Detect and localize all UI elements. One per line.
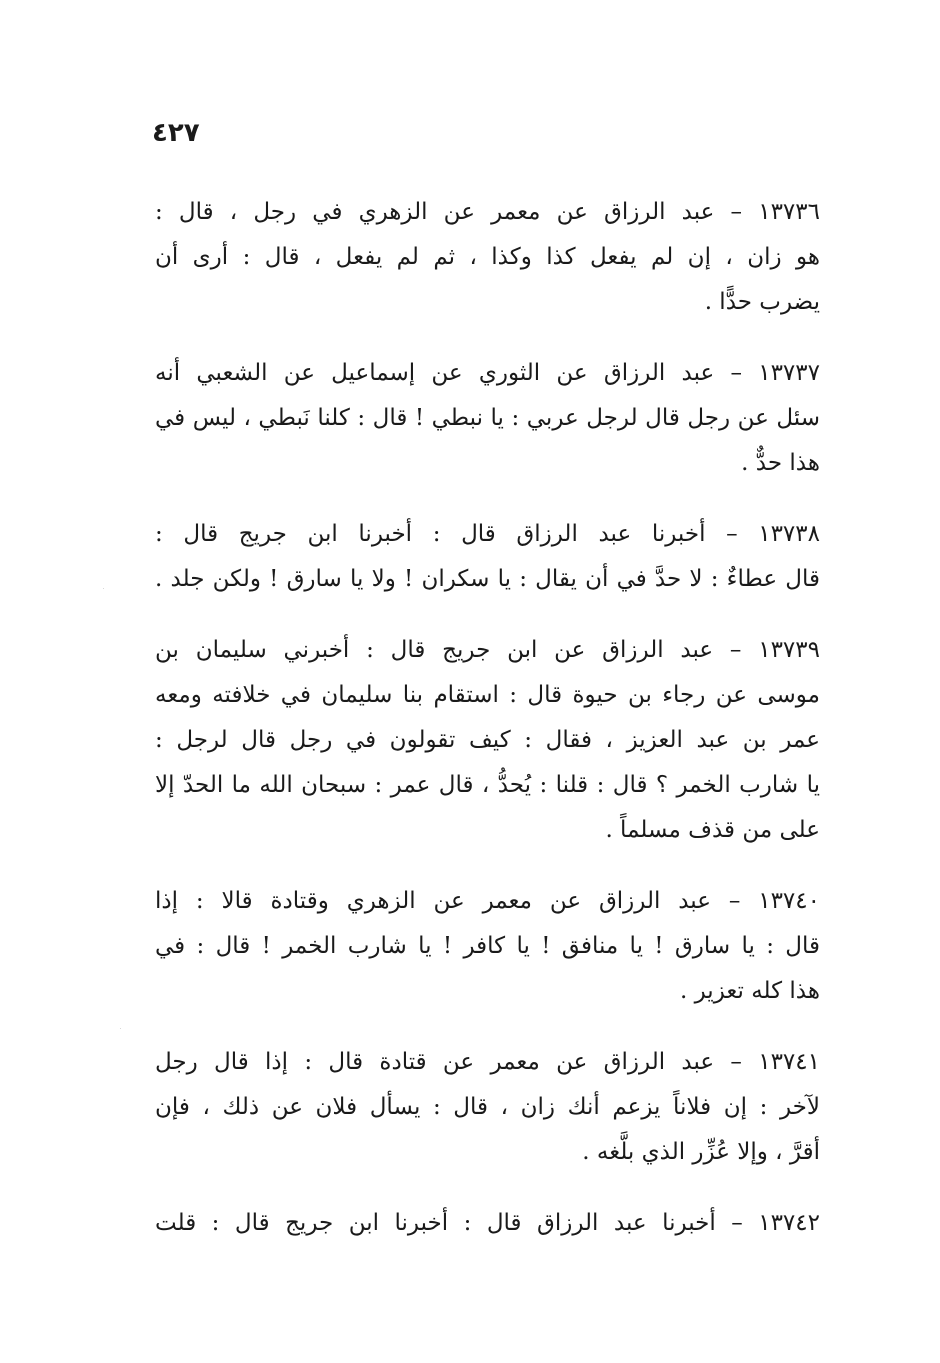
text-body <box>155 190 820 1272</box>
text-line: أقرَّ ، وإلا عُزِّر الذي بلَّغه . <box>582 1139 820 1165</box>
hadith-entry <box>155 628 820 853</box>
text-line: ١٣٧٣٨ – أخبرنا عبد الرزاق قال : أخبرنا ابن جريج قال : <box>155 521 820 547</box>
text-line: هذا كله تعزير . <box>679 978 820 1004</box>
text-line: ١٣٧٤١ – عبد الرزاق عن معمر عن قتادة قال : إذا قال رجل <box>155 1049 820 1075</box>
text-line: ١٣٧٣٧ – عبد الرزاق عن الثوري عن إسماعيل عن الشعبي أنه <box>155 360 820 386</box>
text-line: موسى عن رجاء بن حيوة قال : استقام بنا سليمان في خلافته ومعه <box>155 682 820 708</box>
hadith-entry <box>155 1040 820 1175</box>
text-line: على من قذف مسلماً . <box>605 817 820 843</box>
text-line: عمر بن عبد العزيز ، فقال : كيف تقولون في رجل قال لرجل : <box>155 727 820 753</box>
scan-speck <box>120 1028 121 1029</box>
text-line: قال : يا سارق ! يا منافق ! يا كافر ! يا شارب الخمر ! قال : في <box>155 933 820 959</box>
text-line: لآخر : إن فلاناً يزعم أنك زان ، قال : يسأل فلان عن ذلك ، فإن <box>155 1094 820 1120</box>
hadith-entry <box>155 190 820 325</box>
hadith-entry <box>155 879 820 1014</box>
hadith-entry <box>155 1201 820 1246</box>
scan-speck <box>103 588 104 589</box>
text-line: يضرب حدًّا . <box>704 289 820 315</box>
text-line: سئل عن رجل قال لرجل عربي : يا نبطي ! قال : كلنا نَبطي ، ليس في <box>155 405 820 431</box>
text-line: ١٣٧٣٩ – عبد الرزاق عن ابن جريج قال : أخبرني سليمان بن <box>155 637 820 663</box>
text-line: يا شارب الخمر ؟ قال : قلنا : يُحدُّ ، قال عمر : سبحان الله ما الحدّ إلا <box>155 772 820 798</box>
text-line: ١٣٧٣٦ – عبد الرزاق عن معمر عن الزهري في رجل ، قال : <box>155 199 820 225</box>
hadith-entry <box>155 512 820 602</box>
page-number: ٤٢٧ <box>152 118 200 148</box>
hadith-entry <box>155 351 820 486</box>
text-line: قال عطاءٌ : لا حدَّ في أن يقال : يا سكران ! ولا يا سارق ! ولكن جلد . <box>155 566 820 592</box>
text-line: ١٣٧٤٠ – عبد الرزاق عن معمر عن الزهري وقتادة قالا : إذا <box>155 888 820 914</box>
text-line: ١٣٧٤٢ – أخبرنا عبد الرزاق قال : أخبرنا ابن جريج قال : قلت <box>155 1210 820 1236</box>
text-line: هو زان ، إن لم يفعل كذا وكذا ، ثم لم يفعل ، قال : أرى أن <box>155 244 820 270</box>
text-line: هذا حدٌّ . <box>741 450 820 476</box>
